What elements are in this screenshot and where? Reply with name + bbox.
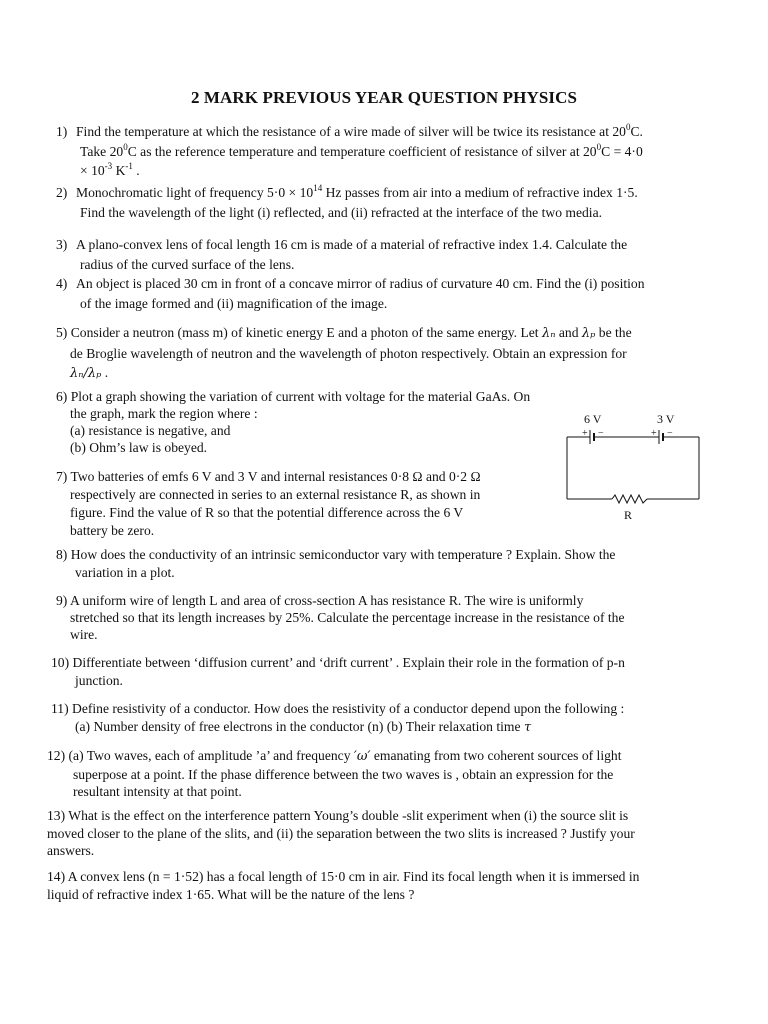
question-8: 8) How does the conductivity of an intrinsic semiconductor vary with temperature ? Explain. Show the variation in a plot.: [56, 547, 616, 580]
question-12: 12) (a) Two waves, each of amplitude ’a’ and frequency ′ω′ emanating from two coherent sources of light superpose at a point. If the phase difference between the two waves is , obtain an expression for the resultant intensity at that point.: [47, 748, 622, 799]
question-10: 10) Differentiate between ‘diffusion current’ and ‘drift current’ . Explain their role in the formation of p-n junction.: [51, 655, 625, 688]
question-number: 1): [56, 124, 68, 139]
question-9: 9) A uniform wire of length L and area of cross-section A has resistance R. The wire is uniformly stretched so that its length increases by 25%. Calculate the percentage increase in the resistance of the wire.: [56, 593, 625, 642]
battery-3v-label: 3 V: [657, 412, 675, 426]
question-number: 3): [56, 237, 68, 252]
resistor-zigzag: [612, 495, 647, 503]
question-1: 1) Find the temperature at which the resistance of a wire made of silver will be twice its resistance at $20^0C$. Take $20^0C$ as the reference temperature and temperature coefficient of resistance of silver at $20^0C = 4\cdot 0$ × $10^{-3}$ $K^{-1}$ .: [56, 122, 643, 179]
question-2: 2) Monochromatic light of frequency $5\cdot 0 \times 10^{14}$ Hz passes from air into a medium of refractive index 1·5. Find the wavelength of the light (i) reflected, and (ii) refracted at the interface of the two media.: [56, 183, 638, 220]
question-4: 4) An object is placed 30 cm in front of a concave mirror of radius of curvature 40 cm. Find the (i) position of the image formed and (ii) magnification of the image.: [56, 276, 645, 311]
question-7: 7) Two batteries of emfs 6 V and 3 V and internal resistances 0·8 Ω and 0·2 Ω respectively are connected in series to an external resistance R, as shown in figure. Find the value of R so that the potential difference across the 6 V battery be zero.: [56, 469, 481, 538]
question-number: 2): [56, 185, 68, 200]
question-14: 14) A convex lens (n = 1·52) has a focal length of 15·0 cm in air. Find its focal length when it is immersed in liquid of refractive index 1·65. What will be the nature of the lens ?: [47, 869, 640, 902]
svg-text:−: −: [667, 428, 673, 439]
svg-text:+: +: [651, 428, 657, 439]
question-number: 4): [56, 276, 68, 291]
battery-6v-label: 6 V: [584, 412, 602, 426]
question-3: 3) A plano-convex lens of focal length 16 cm is made of a material of refractive index 1.4. Calculate the radius of the curved surface of the lens.: [56, 237, 628, 272]
svg-text:+: +: [582, 428, 588, 439]
page-title: 2 MARK PREVIOUS YEAR QUESTION PHYSICS: [190, 88, 578, 107]
resistor-label: R: [624, 508, 633, 522]
question-11: 11) Define resistivity of a conductor. How does the resistivity of a conductor depend upon the following : (a) Number density of free electrons in the conductor (n) (b) Their relaxation time τ: [51, 701, 625, 735]
question-6: 6) Plot a graph showing the variation of current with voltage for the material GaAs. On the graph, mark the region where : (a) resistance is negative, and (b) Ohm’s law is obeyed.: [56, 389, 531, 455]
question-13: 13) What is the effect on the interference pattern Young’s double -slit experiment when (i) the source slit is moved closer to the plane of the slits, and (ii) the separation between the two slits is increased ? Justify your answers.: [47, 808, 635, 858]
circuit-diagram: [560, 410, 710, 525]
question-5: 5) Consider a neutron (mass m) of kinetic energy E and a photon of the same energy. Let λₙ and λₚ be the de Broglie wavelength of neutron and the wavelength of photon respectively. Obtain an expression for λₙ/λₚ .: [56, 325, 632, 382]
svg-text:−: −: [598, 428, 604, 439]
